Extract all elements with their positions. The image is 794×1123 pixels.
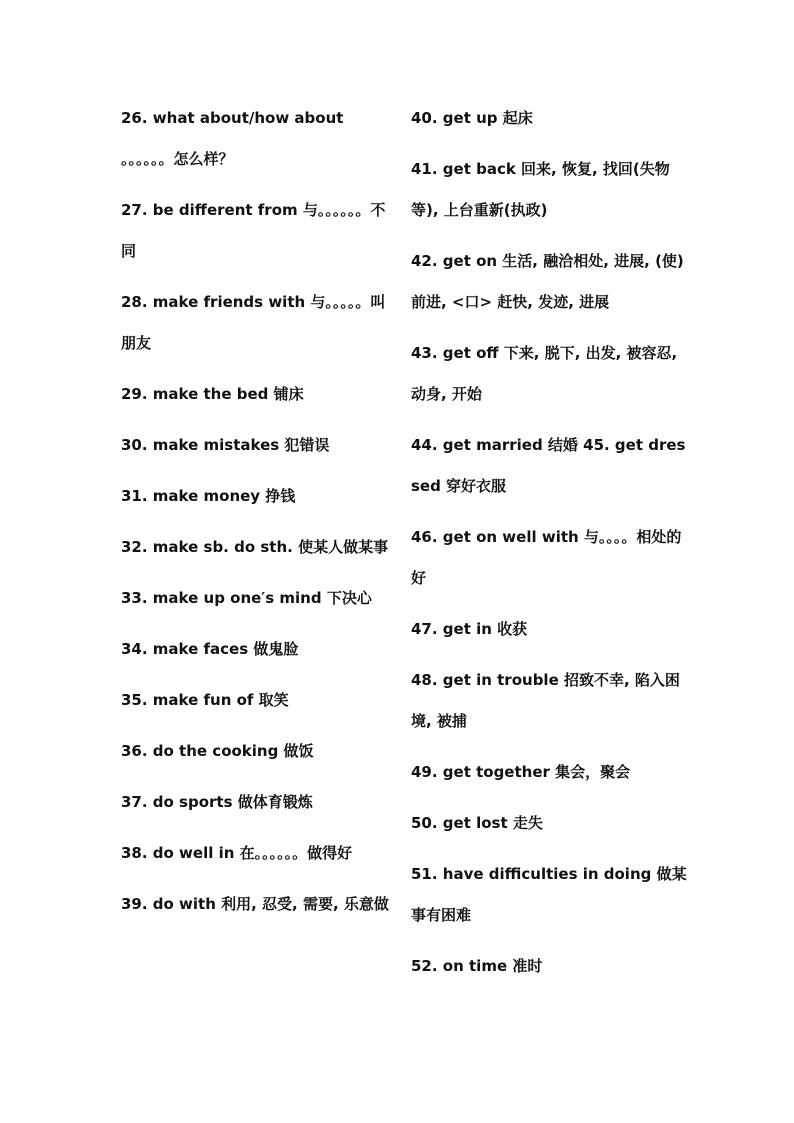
phrase-entry: 37. do sports 做体育锻炼 [121,793,313,811]
phrase-entry: 36. do the cooking 做饭 [121,742,314,760]
phrase-entry: 38. do well in 在。。。。。。做得好 [121,844,353,862]
phrase-entry: 34. make faces 做鬼脸 [121,640,299,658]
phrase-entry: 27. be different from 与。。。。。。不同 [121,201,386,260]
phrase-entry: 43. get off 下来, 脱下, 出发, 被容忍, 动身, 开始 [411,344,678,403]
phrase-entry: 41. get back 回来, 恢复, 找回(失物等), 上台重新(执政) [411,160,670,219]
phrase-entry: 32. make sb. do sth. 使某人做某事 [121,538,389,556]
phrase-entry: 51. have difficulties in doing 做某事有困难 [411,865,687,924]
phrase-entry: 29. make the bed 铺床 [121,385,304,403]
phrase-entry: 28. make friends with 与。。。。。叫朋友 [121,293,386,352]
phrase-entry: 44. get married 结婚 45. get dressed 穿好衣服 [411,436,686,495]
phrase-entry: 50. get lost 走失 [411,814,543,832]
phrase-entry: 47. get in 收获 [411,620,528,638]
phrase-list-left [121,98,391,935]
phrase-entry: 35. make fun of 取笑 [121,691,289,709]
phrase-entry: 42. get on 生活, 融洽相处, 进展, (使)前进, <口> 赶快, 发迹, 进展 [411,252,684,311]
phrase-entry: 26. what about/how about 。。。。。。怎么样？ [121,109,344,168]
phrase-list-right [411,98,693,997]
phrase-entry: 40. get up 起床 [411,109,533,127]
phrase-entry: 39. do with 利用, 忍受, 需要, 乐意做 [121,895,389,913]
phrase-entry: 31. make money 挣钱 [121,487,296,505]
phrase-entry: 30. make mistakes 犯错误 [121,436,330,454]
phrase-entry: 49. get together 集会，聚会 [411,763,631,781]
phrase-entry: 48. get in trouble 招致不幸, 陷入困境, 被捕 [411,671,680,730]
phrase-entry: 52. on time 准时 [411,957,543,975]
phrase-entry: 46. get on well with 与。。。。相处的好 [411,528,682,587]
phrase-entry: 33. make up one′s mind 下决心 [121,589,372,607]
